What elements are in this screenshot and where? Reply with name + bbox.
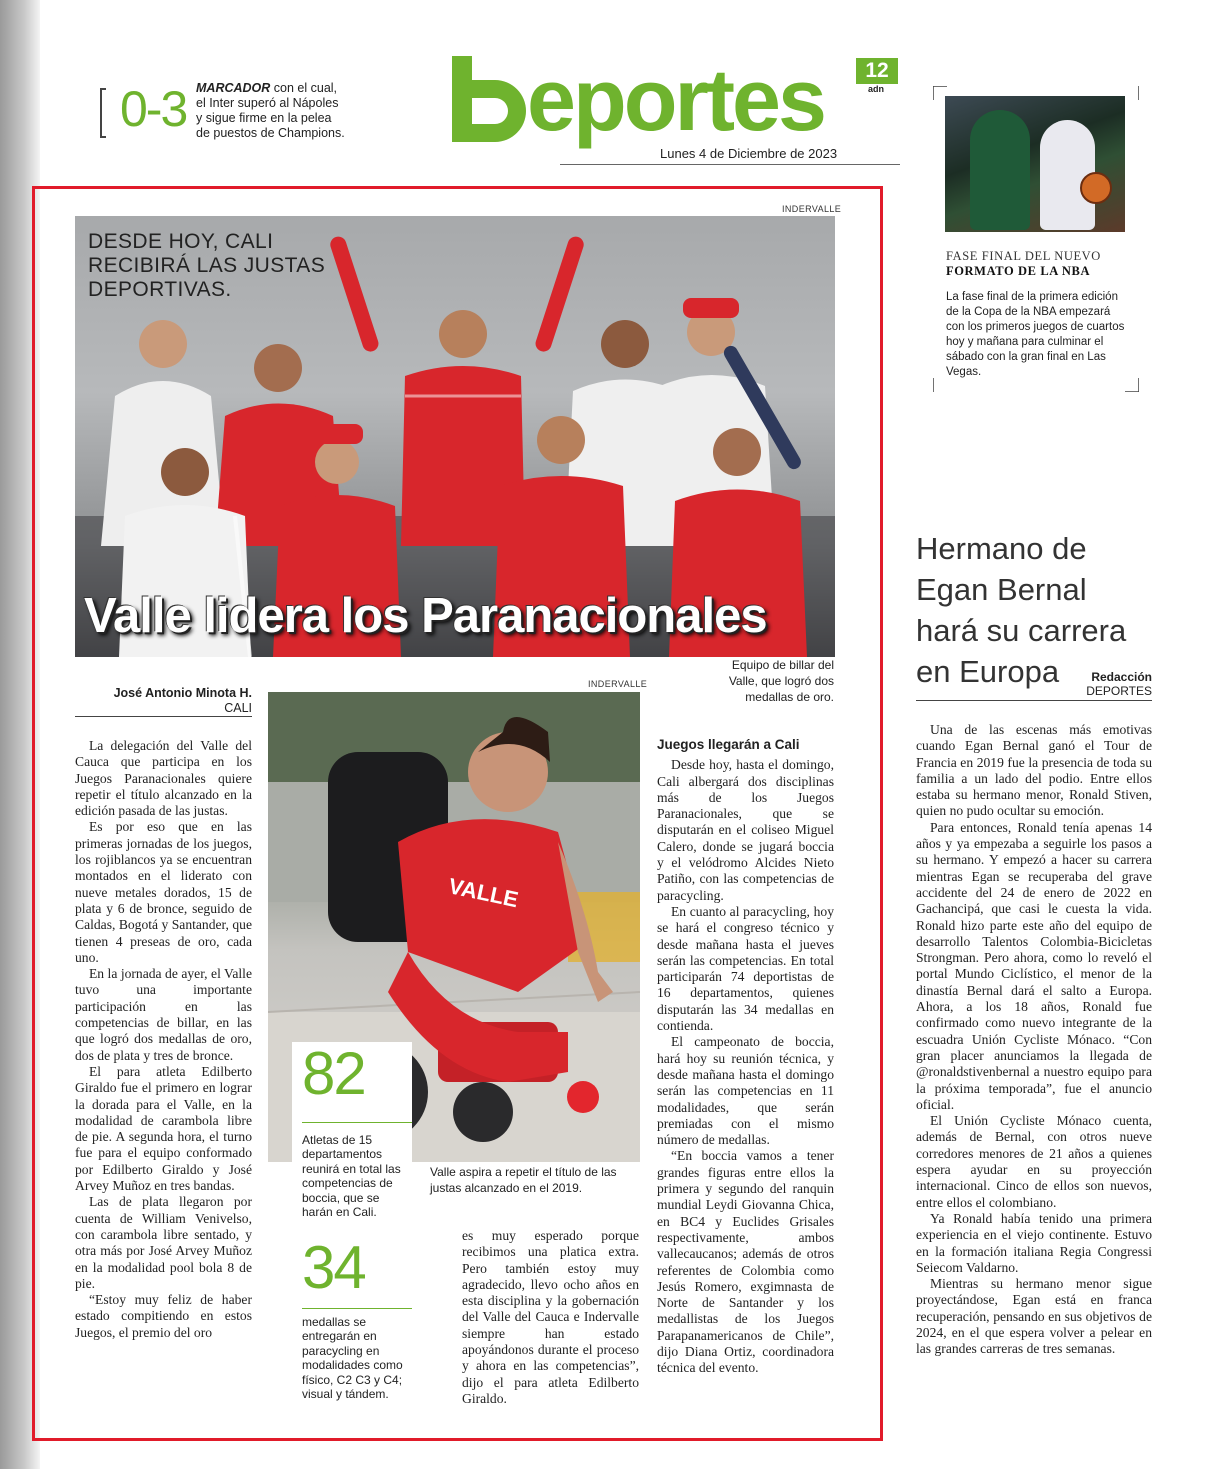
main-photo-caption: Equipo de billar del Valle, que logró dos medallas de oro.: [728, 658, 834, 704]
egan-byline-rule: [916, 700, 1152, 701]
main-headline: Valle lidera los Paranacionales: [84, 589, 767, 643]
header-rule: [560, 164, 900, 165]
main-paragraph: Desde hoy, hasta el domingo, Cali albergará dos disciplinas más de los Juegos Paranacionales, que se disputarán en el coliseo Miguel Calero, donde se jugará boccia y el velódromo Alcides Nieto Patiño, con las competencias de paracycling.: [657, 757, 834, 903]
egan-paragraph: Para entonces, Ronald tenía apenas 14 años y ya empezaba a seguirle los pasos a su hermano. Y empezó a hacer su carrera mientras Egan se recuperaba del grave accidente del 24 de enero de 2022 en Gachancipá, que casi le cuesta la vida. Ronald hizo parte este año del equipo de desarrollo Talentos Colombia-Bicicletas Strongman. Pero ahora, como lo reveló el portal Mundo Ciclístico, el menor de la dinastía Bernal dará el salto a Europa. Ahora, a los 18 años, Ronald fue confirmado como nuevo integrante de la escuadra Unión Cycliste Mónaco. “Con gran placer anunciamos la llegada de @ronaldstivenbernal a nuestro equipo para la próxima temporada”, fue el anuncio oficial.: [916, 819, 1152, 1112]
main-paragraph: “En boccia vamos a tener grandes figuras entre ellos la primera y segundo del ranquin mundial Leydi Giovanna Chica, en BC4 y Euclides Grisales respectivamente, ambos vallecaucanos; además de otros referentes de Colombia como Jesús Romero, exgimnasta de Norte de Santander y los medallistas de los Juegos Parapanamericanos de Chile”, dijo Diana Ortiz, coordinadora técnica del evento.: [657, 1148, 834, 1376]
stat1-rule: [302, 1122, 412, 1123]
main-paragraph: La delegación del Valle del Cauca que participa en los Juegos Paranacionales quiere repetir el título alcanzado en la edición pasada de las justas.: [75, 738, 252, 819]
main-paragraph: Las de plata llegaron por cuenta de William Venivelso, con carambola libre sentado, y otra más por José Arvey Muñoz en la modalidad pool bola 8 de pie.: [75, 1194, 252, 1291]
egan-paragraph: Ya Ronald había tenido una primera experiencia en el viejo continente. Estuvo en la formación italiana Regia Congressi Seiecom Valdarno.: [916, 1210, 1152, 1275]
stat2-value: 34: [302, 1234, 365, 1301]
main-paragraph: En la jornada de ayer, el Valle tuvo una importante participación en las competencias de billar, en las que logró dos medallas de oro, dos de plata y tres de bronce.: [75, 966, 252, 1063]
main-author: José Antonio Minota H.: [113, 686, 252, 700]
score-value: 0-3: [120, 81, 187, 137]
main-city: CALI: [224, 701, 252, 715]
section-title: eportes: [527, 50, 824, 149]
issue-date: Lunes 4 de Diciembre de 2023: [660, 146, 838, 161]
main-paragraph: Es por eso que en las primeras jornadas de los juegos, los rojiblancos ya se encuentran montados en el liderato con nueve metales dorados, 15 de plata y 6 de bronce, seguido de Caldas, Bogotá y Santander, que tienen 4 preseas de oro, cada uno.: [75, 819, 252, 965]
egan-desk: DEPORTES: [1086, 684, 1152, 698]
page-number: 12: [856, 58, 898, 84]
stat1-value: 82: [302, 1040, 365, 1107]
main-paragraph: En cuanto al paracycling, hoy se hará el congreso técnico y desde mañana hasta el jueves serán las competencias. En total participarán 74 deportistas de 16 departamentos, quienes disputarán las 34 medallas en contienda.: [657, 903, 834, 1034]
jersey-lettering: VALLE: [446, 873, 521, 913]
nba-text: La fase final de la primera edición de la Copa de la NBA empezará con los primeros juegos de cuartos hoy y mañana para culminar el sábado con la gran final en Las Vegas.: [946, 291, 1125, 378]
egan-author: Redacción: [1091, 670, 1152, 684]
photo2-credit: INDERVALLE: [588, 679, 648, 689]
main-photo-credit: INDERVALLE: [782, 204, 842, 214]
main-paragraph: es muy esperado porque recibimos una platica extra. Pero también estoy muy agradecido, llevo ocho años en esta disciplina y la gobernación del Valle del Cauca e Indervalle siempre han estado apoyándonos durante el proceso y ahora en las competencias”, dijo el para atleta Edilberto Giraldo.: [462, 1228, 639, 1406]
egan-byline: [916, 670, 1152, 698]
photo2-caption: Valle aspira a repetir el título de las justas alcanzado en el 2019.: [430, 1165, 617, 1195]
main-column-4: [657, 737, 834, 1377]
section-logo-d: [452, 56, 528, 142]
nba-headline: FORMATO DE LA NBA: [946, 264, 1091, 278]
stat2-text: medallas se entregarán en paracycling en modalidades como físico, C2 C3 y C4; visual y tándem.: [302, 1315, 403, 1402]
main-paragraph: El campeonato de boccia, hará hoy su reunión técnica, y desde mañana hasta el domingo serán las competencias en 11 modalidades, que serán premiadas con el mismo número de medallas.: [657, 1034, 834, 1148]
score-brief: [196, 81, 346, 141]
egan-headline: Hermano de Egan Bernal hará su carrera en Europa: [916, 531, 1127, 689]
egan-body: [916, 722, 1152, 1358]
nba-kicker: FASE FINAL DEL NUEVO: [946, 249, 1101, 263]
egan-paragraph: El Unión Cycliste Mónaco cuenta, además de Bernal, con otros nueve corredores menores de 21 años a quienes espera ayudar en su proyección internacional. Cinco de ellos son nuevos, entre ellos el colombiano.: [916, 1113, 1152, 1210]
main-byline-rule: [75, 716, 252, 717]
stat2-block: [302, 1236, 414, 1401]
main-byline: [75, 686, 252, 716]
stat1-text: Atletas de 15 departamentos reunirá en total las competencias de boccia, que se harán en Cali.: [302, 1133, 401, 1220]
stat-box: [292, 1042, 412, 1242]
nba-photo-player-green: [970, 110, 1030, 230]
score-bracket: [100, 88, 106, 138]
score-graphic: [100, 80, 190, 140]
main-column-3: [462, 1228, 639, 1407]
basketball-icon: [1080, 172, 1112, 204]
score-lead: MARCADOR: [196, 81, 271, 95]
score-text: con el cual, el Inter superó al Nápoles y sigue firme en la pelea de puestos de Champions.: [196, 81, 345, 140]
brand-logo: adn: [868, 84, 885, 94]
column-subhead: Juegos llegarán a Cali: [657, 737, 800, 752]
main-paragraph: El para atleta Edilberto Giraldo fue el primero en lograr la dorada para el Valle, en la modalidad de carambola libre de pie. A segunda hora, el turno fue para el equipo conformado por Edilberto Giraldo y José Arvey Muñoz en tres bandas.: [75, 1063, 252, 1194]
main-paragraph: “Estoy muy feliz de haber estado compitiendo en estos Juegos, el premio del oro: [75, 1292, 252, 1340]
main-column-1: [75, 738, 252, 1341]
main-kicker: DESDE HOY, CALI RECIBIRÁ LAS JUSTAS DEPORTIVAS.: [88, 230, 326, 301]
egan-paragraph: Mientras su hermano menor sigue proyectándose, Egan está en franca recuperación, pensando en sus objetivos de 2024, en el que espera volver a pelear en las grandes carreras de tres semanas.: [916, 1276, 1152, 1357]
stat2-rule: [302, 1308, 412, 1309]
egan-paragraph: Una de las escenas más emotivas cuando Egan Bernal ganó el Tour de Francia en 2019 fue la presencia de toda su familia a un lado del podio. Entre ellos estaba su hermano menor, Ronald Stiven, quien no pudo ocultar su emoción.: [916, 722, 1152, 819]
